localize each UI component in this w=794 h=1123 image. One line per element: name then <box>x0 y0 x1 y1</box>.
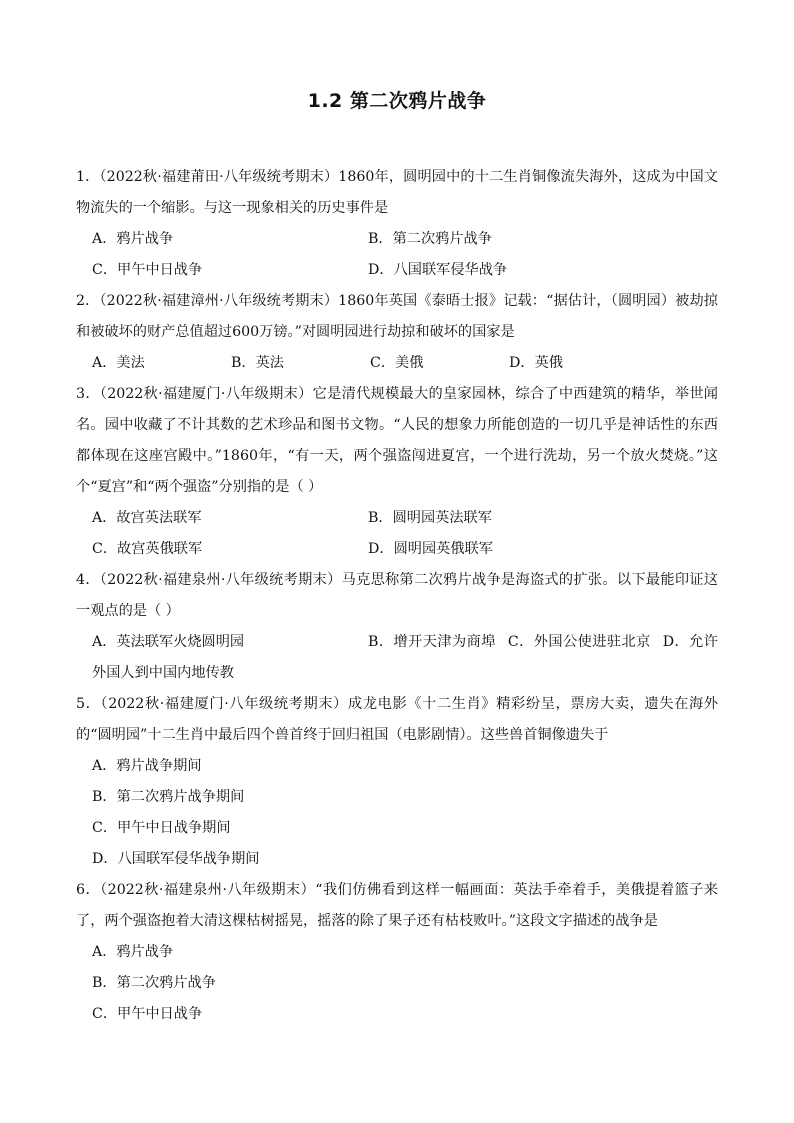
option-c: C．甲午中日战争期间 <box>92 820 231 836</box>
question-text: 2．（2022秋·福建漳州·八年级统考期末）1860年英国《泰晤士报》记载：“据估计，（圆明园）被劫掠和被破坏的财产总值超过600万镑。”对圆明园进行劫掠和破坏的国家是 <box>76 293 718 340</box>
option-a: A．美法 <box>92 355 145 371</box>
option-row <box>76 627 718 689</box>
page-title: 1.2 第二次鸦片战争 <box>307 90 487 112</box>
option-a: A．鸦片战争期间 <box>92 758 202 774</box>
question-4 <box>76 565 718 689</box>
option-a: A．故宫英法联军 <box>92 510 202 526</box>
option-c: C．美俄 <box>370 355 424 371</box>
option-d: D．圆明园英俄联军 <box>368 541 493 557</box>
option-c: C．故宫英俄联军 <box>92 541 203 557</box>
option-b: B．英法 <box>231 355 284 371</box>
option-b: B．第二次鸦片战争 <box>368 231 492 247</box>
option-d: D．八国联军侵华战争期间 <box>92 851 260 867</box>
option-b: B．增开天津为商埠 <box>368 634 496 650</box>
option-b: B．圆明园英法联军 <box>368 510 492 526</box>
option-d: D．允许外国人到中国内地传教 <box>92 634 718 681</box>
question-text: 5．（2022秋·福建厦门·八年级统考期末）成龙电影《十二生肖》精彩纷呈，票房大卖，遗失在海外的“圆明园”十二生肖中最后四个兽首终于回归祖国（电影剧情）。这些兽首铜像遗失于 <box>76 696 718 743</box>
option-row <box>76 224 718 255</box>
question-1 <box>76 162 718 286</box>
option-b: B．第二次鸦片战争 <box>92 975 216 991</box>
option-row <box>76 348 718 379</box>
option-c: C．甲午中日战争 <box>92 262 203 278</box>
option-d: D．八国联军侵华战争 <box>368 262 508 278</box>
option-row <box>76 255 718 286</box>
option-row <box>76 534 718 565</box>
option-a: A．英法联军火烧圆明园 <box>92 634 245 650</box>
question-list <box>76 162 718 1030</box>
question-3 <box>76 379 718 565</box>
question-text: 6．（2022秋·福建泉州·八年级期末）“我们仿佛看到这样一幅画面：英法手牵着手，美俄提着篮子来了，两个强盗抱着大清这棵枯树摇晃，摇落的除了果子还有枯枝败叶。”这段文字描述的战争是 <box>76 882 718 929</box>
question-text: 4．（2022秋·福建泉州·八年级统考期末）马克思称第二次鸦片战争是海盗式的扩张。以下最能印证这一观点的是（ ） <box>76 572 718 619</box>
option-b: B．第二次鸦片战争期间 <box>92 789 245 805</box>
option-c: C．甲午中日战争 <box>92 1006 203 1022</box>
option-row <box>76 503 718 534</box>
option-a: A．鸦片战争 <box>92 231 174 247</box>
option-a: A．鸦片战争 <box>92 944 174 960</box>
option-d: D．英俄 <box>509 355 563 371</box>
option-c: C．外国公使进驻北京 <box>507 634 651 650</box>
question-6 <box>76 875 718 1030</box>
question-text: 3．（2022秋·福建厦门·八年级期末）它是清代规模最大的皇家园林，综合了中西建筑的精华，举世闻名。园中收藏了不计其数的艺术珍品和图书文物。“人民的想象力所能创造的一切几乎是神话性的东西都体现在这座宫殿中。”1860年，“有一天，两个强盗闯进夏宫，一个进行洗劫，另一个放火焚烧。”这个“夏宫”和“两个强盗”分别指的是（ ） <box>76 386 718 495</box>
question-5 <box>76 689 718 875</box>
question-text: 1．（2022秋·福建莆田·八年级统考期末）1860年，圆明园中的十二生肖铜像流失海外，这成为中国文物流失的一个缩影。与这一现象相关的历史事件是 <box>76 169 718 216</box>
question-2 <box>76 286 718 379</box>
